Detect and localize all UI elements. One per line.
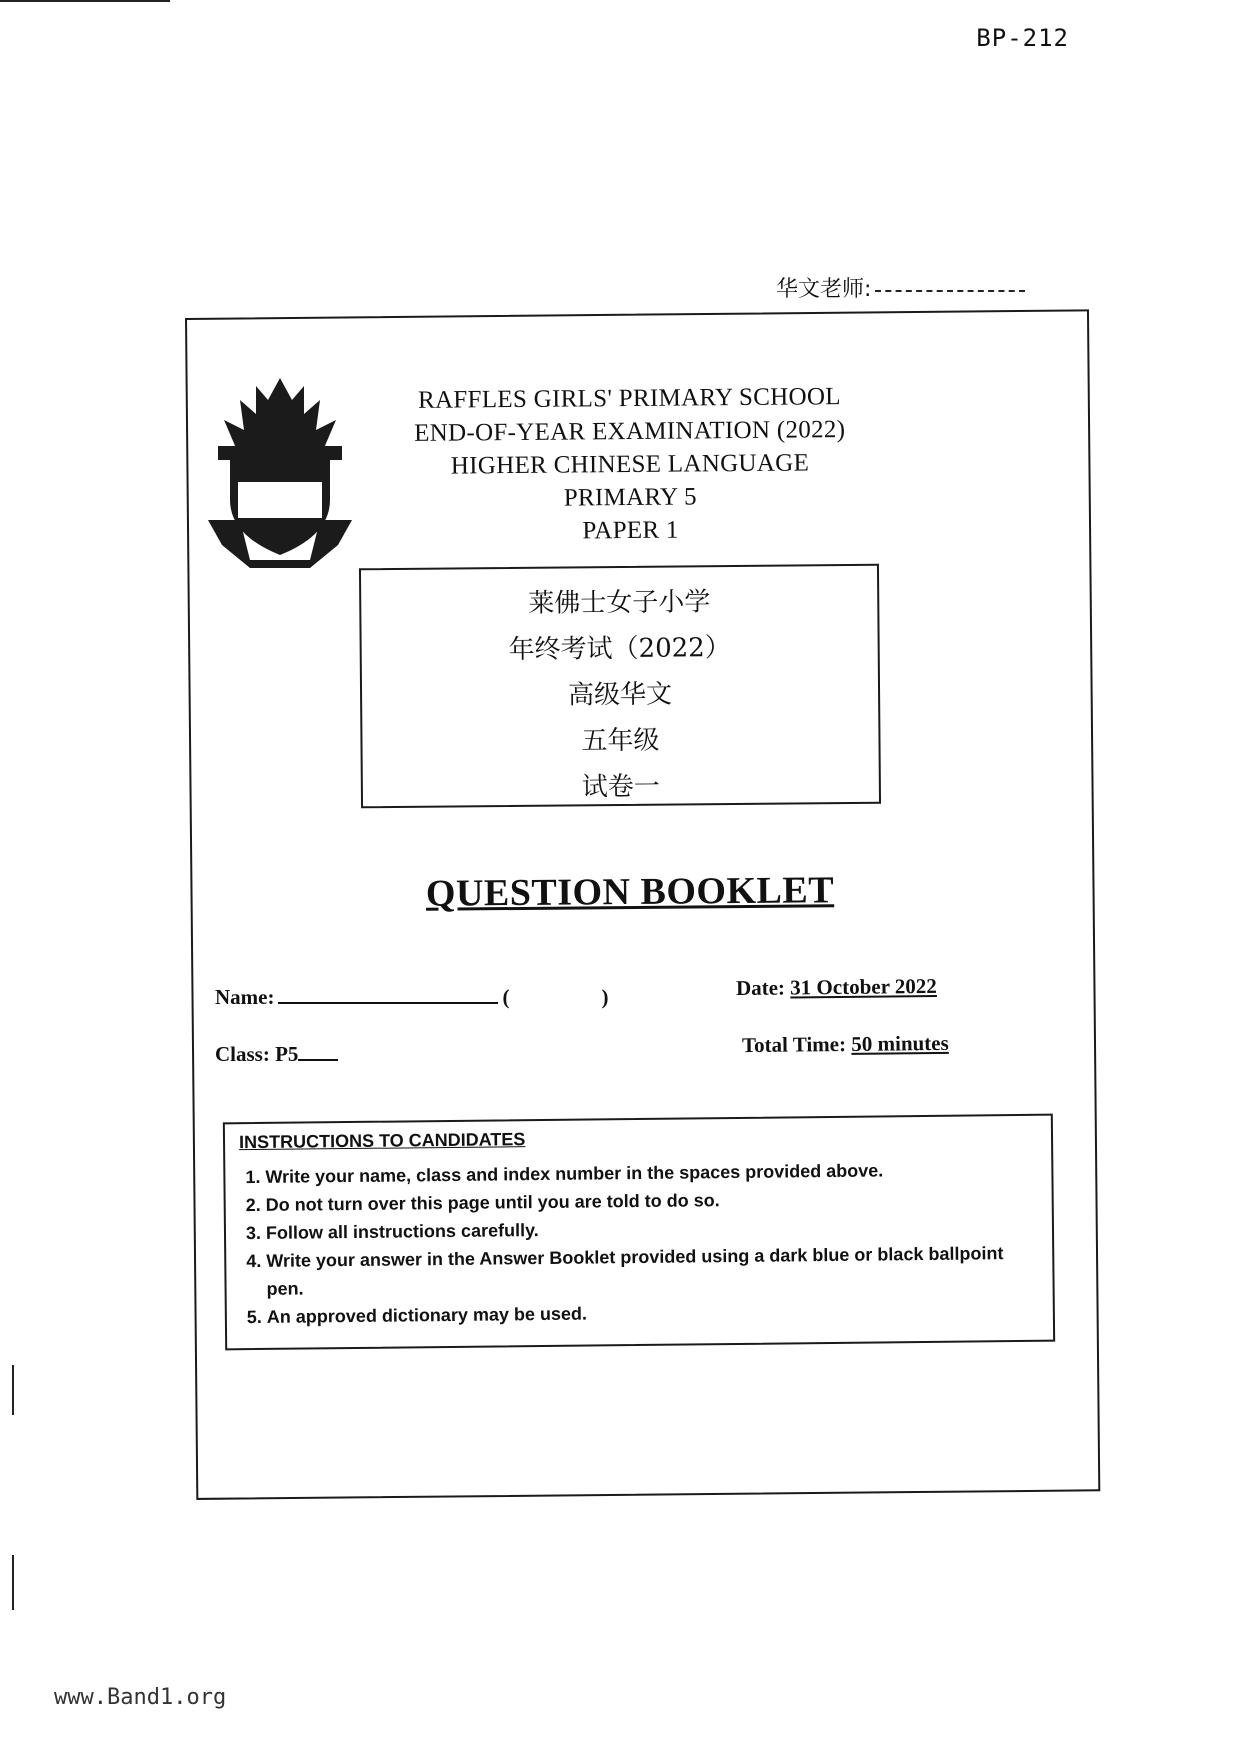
school-crest-logo bbox=[200, 370, 360, 570]
time-value: 50 minutes bbox=[851, 1030, 949, 1056]
date-field bbox=[736, 974, 937, 1001]
instruction-item: 4. Write your answer in the Answer Booklet provided using a dark blue or black ballpoint pen. bbox=[266, 1239, 1039, 1303]
class-label: Class: P5 bbox=[215, 1042, 299, 1066]
level: PRIMARY 5 bbox=[563, 483, 697, 512]
scan-edge-mark bbox=[12, 1555, 14, 1610]
chinese-header-box bbox=[359, 564, 881, 809]
name-field bbox=[215, 985, 608, 1010]
index-paren-close: ) bbox=[601, 985, 609, 1009]
teacher-label: 华文老师: bbox=[776, 277, 872, 302]
time-label: Total Time: bbox=[741, 1031, 847, 1058]
cn-school-name: 莱佛士女子小学 bbox=[528, 587, 711, 619]
instruction-item: 1. Write your name, class and index number in the spaces provided above. bbox=[265, 1155, 1037, 1191]
paper-number: PAPER 1 bbox=[582, 516, 679, 545]
class-blank[interactable] bbox=[298, 1059, 338, 1061]
teacher-blank bbox=[875, 290, 1025, 292]
instructions-box bbox=[223, 1114, 1055, 1351]
scan-edge-mark bbox=[12, 1365, 14, 1415]
school-name: RAFFLES GIRLS' PRIMARY SCHOOL bbox=[417, 383, 841, 414]
cn-paper: 试卷一 bbox=[581, 771, 661, 803]
cn-subject: 高级华文 bbox=[567, 679, 673, 711]
booklet-title: QUESTION BOOKLET bbox=[425, 869, 835, 915]
cn-exam-title: 年终考试（2022） bbox=[508, 633, 731, 665]
name-label: Name: bbox=[215, 985, 275, 1009]
time-field bbox=[742, 1031, 949, 1058]
index-paren-open: ( bbox=[502, 985, 510, 1009]
scan-edge-mark bbox=[0, 0, 170, 2]
cn-level: 五年级 bbox=[581, 725, 660, 757]
date-label: Date: bbox=[735, 975, 786, 1001]
instruction-item: 2. Do not turn over this page until you are told to do so. bbox=[266, 1183, 1038, 1219]
instruction-item: 5. An approved dictionary may be used. bbox=[267, 1295, 1039, 1331]
teacher-field bbox=[776, 272, 1025, 303]
instructions-list bbox=[239, 1155, 1039, 1331]
document-code: BP-212 bbox=[976, 24, 1069, 52]
name-blank[interactable] bbox=[278, 1002, 498, 1004]
subject-name: HIGHER CHINESE LANGUAGE bbox=[450, 449, 810, 480]
instructions-heading: INSTRUCTIONS TO CANDIDATES bbox=[238, 1129, 526, 1153]
footer-site: www.Band1.org bbox=[54, 1685, 227, 1710]
english-header bbox=[379, 380, 880, 549]
class-field bbox=[215, 1042, 338, 1067]
exam-title: END-OF-YEAR EXAMINATION (2022) bbox=[414, 416, 846, 447]
date-value: 31 October 2022 bbox=[790, 973, 937, 1000]
instruction-item: 3. Follow all instructions carefully. bbox=[266, 1211, 1038, 1247]
